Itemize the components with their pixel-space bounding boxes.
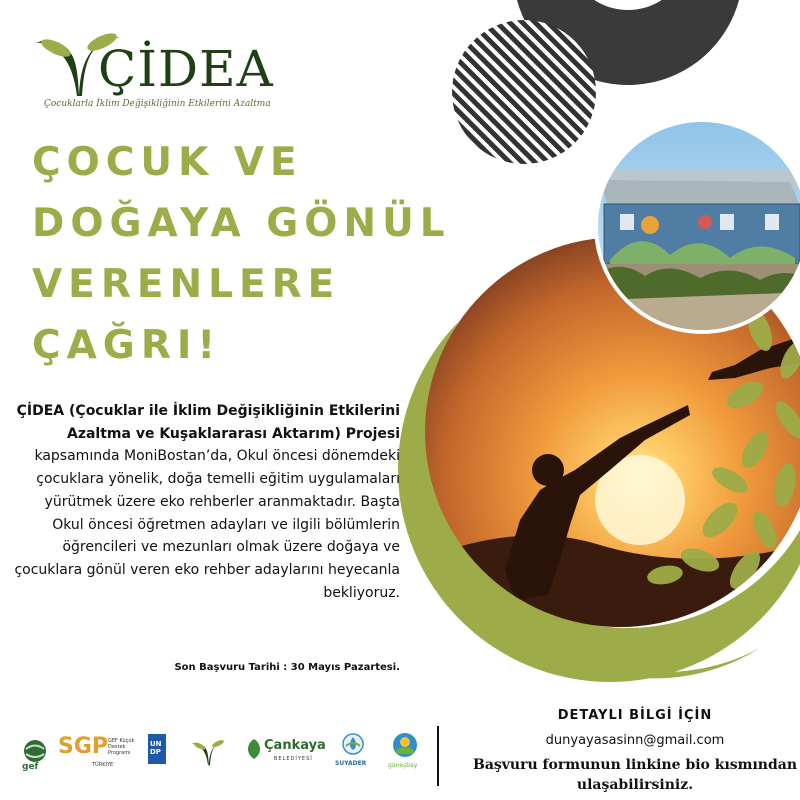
logo-wordmark: ÇİDEA (98, 40, 274, 98)
apply-instruction: Başvuru formunun linkine bio kısmından ulaşabilirsiniz. (472, 757, 798, 793)
water-drop-icon (341, 732, 365, 756)
leaf-icon (246, 738, 262, 760)
headline-line-1: ÇOCUK VE (32, 140, 303, 185)
suyader-logo: SUYADER (333, 728, 373, 780)
undp-logo: UN DP (148, 728, 168, 780)
body-rest: kapsamında MoniBostan’da, Okul öncesi dönemdeki çocuklara yönelik, doğa temelli eğitim uygulamaları yürütmek üzere eko rehberler aranmaktadır. Başta Okul öncesi öğretmen adayları ve ilgili bölümlerin öğrencileri ve mezunları olmak üzere doğaya ve çocuklara gönül veren eko rehber adaylarını heyecanla bekliyoruz. (14, 448, 400, 601)
headline-line-4: ÇAĞRI! (32, 323, 222, 368)
sprout-small-icon (190, 732, 226, 768)
info-title: DETAYLI BİLGİ İÇİN (557, 708, 713, 723)
vertical-divider (437, 726, 439, 786)
headline (32, 132, 492, 376)
deadline-text: Son Başvuru Tarihi : 30 Mayıs Pazartesi. (174, 662, 400, 673)
headline-line-3: VERENLERE (32, 262, 341, 307)
sun-tree-icon (392, 732, 418, 758)
sgp-logo: SGP GEF Küçük Destek Programı TÜRKİYE (58, 734, 135, 768)
gunesbay-logo: güneşbay (386, 728, 426, 780)
logo-tagline: Çocuklarla İklim Değişikliğinin Etkilerini Azaltma (44, 99, 271, 109)
headline-line-2: DOĞAYA GÖNÜL (32, 201, 451, 246)
cankaya-logo: Çankaya BELEDİYESİ (246, 728, 326, 780)
cidea-small-logo (190, 728, 226, 780)
sponsor-logos (18, 728, 428, 780)
contact-email: dunyayasasinn@gmail.com (545, 733, 725, 748)
cidea-logo (32, 14, 274, 114)
gef-logo: gef (18, 728, 48, 780)
body-bold-lead: ÇİDEA (Çocuklar ile İklim Değişikliğinin Etkilerini Azaltma ve Kuşaklararası Aktarım) Projesi (16, 403, 400, 442)
body-paragraph (10, 400, 400, 604)
